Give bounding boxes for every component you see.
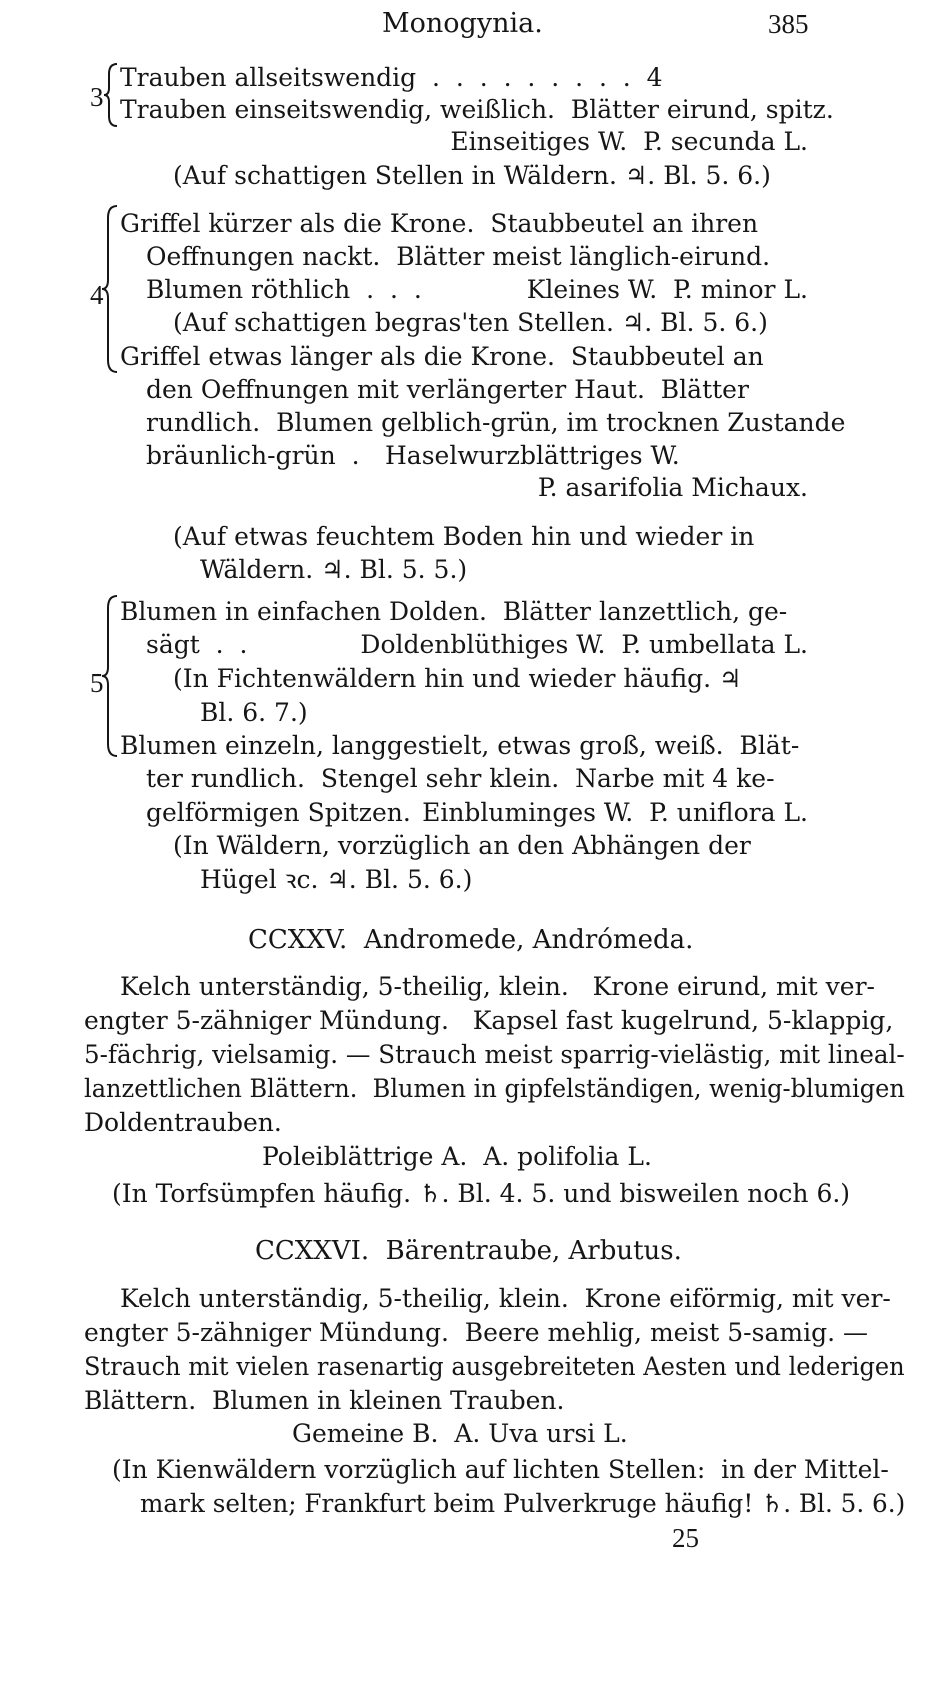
key-4-line-3a: Blumen röthlich . . . — [146, 275, 422, 304]
key-5-line-5: Blumen einzeln, langgestielt, etwas groß, weiß. Blät- — [120, 731, 800, 760]
key-4-habitat-2-cont: Wäldern. ♃. Bl. 5. 5.) — [200, 555, 468, 584]
key-5-species-1: Doldenblüthiges W. P. umbellata L. — [360, 630, 808, 659]
genus-226-habitat-1: (In Kienwäldern vorzüglich auf lichten Stellen: in der Mittel- — [112, 1455, 889, 1484]
key-3-line-2: Trauben einseitswendig, weißlich. Blätter eirund, spitz. — [120, 95, 834, 124]
key-4-line-2: Oeffnungen nackt. Blätter meist länglich-eirund. — [146, 242, 771, 271]
key-5-habitat-1: (In Fichtenwäldern hin und wieder häufig. ♃ — [173, 664, 742, 693]
genus-heading-226: CCXXVI. Bärentraube, Arbutus. — [255, 1236, 682, 1266]
key-number-4: 4 — [90, 280, 104, 310]
key-4-line-6: den Oeffnungen mit verlängerter Haut. Blätter — [146, 375, 749, 404]
key-5-habitat-1-cont: Bl. 6. 7.) — [200, 698, 308, 727]
genus-226-line-4: Blättern. Blumen in kleinen Trauben. — [84, 1386, 565, 1415]
genus-226-line-3: Strauch mit vielen rasenartig ausgebreiteten Aesten und lederigen — [84, 1352, 905, 1381]
genus-225-line-1: Kelch unterständig, 5-theilig, klein. Krone eirund, mit ver- — [120, 972, 875, 1001]
running-head: Monogynia. — [382, 8, 543, 39]
genus-225-habitat: (In Torfsümpfen häufig. ♄. Bl. 4. 5. und bisweilen noch 6.) — [112, 1179, 851, 1208]
key-number-5: 5 — [90, 668, 104, 698]
key-5-line-1: Blumen in einfachen Dolden. Blätter lanzettlich, ge- — [120, 597, 788, 626]
key-5-habitat-2: (In Wäldern, vorzüglich an den Abhängen der — [173, 831, 751, 860]
genus-225-line-2: engter 5-zähniger Mündung. Kapsel fast kugelrund, 5-klappig, — [84, 1006, 894, 1035]
key-4-species-2: Haselwurzblättriges W. — [385, 441, 680, 470]
key-4-habitat-2: (Auf etwas feuchtem Boden hin und wieder in — [173, 522, 755, 551]
genus-225-line-3: 5-fächrig, vielsamig. — Strauch meist sparrig-vielästig, mit lineal- — [84, 1040, 905, 1069]
key-3-habitat: (Auf schattigen Stellen in Wäldern. ♃. Bl. 5. 6.) — [173, 161, 771, 190]
key-5-line-2a: sägt . . — [146, 630, 248, 659]
key-3-line-1: Trauben allseitswendig . . . . . . . . . 4 — [120, 63, 663, 92]
genus-heading-225: CCXXV. Andromede, Andrómeda. — [248, 925, 694, 955]
genus-226-habitat-2: mark selten; Frankfurt beim Pulverkruge häufig! ♄. Bl. 5. 6.) — [140, 1489, 906, 1518]
genus-226-line-1: Kelch unterständig, 5-theilig, klein. Krone eiförmig, mit ver- — [120, 1284, 891, 1313]
genus-225-line-5: Doldentrauben. — [84, 1108, 282, 1137]
key-5-species-2: Einbluminges W. P. uniflora L. — [422, 798, 808, 827]
key-3-species: Einseitiges W. P. secunda L. — [450, 127, 808, 156]
key-4-line-8a: bräunlich-grün . — [146, 441, 360, 470]
key-5-habitat-2-cont: Hügel ꝛc. ♃. Bl. 5. 6.) — [200, 865, 473, 894]
genus-226-species: Gemeine B. A. Uva ursi L. — [292, 1419, 628, 1448]
page-number: 385 — [768, 9, 809, 39]
key-4-line-5: Griffel etwas länger als die Krone. Staubbeutel an — [120, 342, 764, 371]
key-4-habitat-1: (Auf schattigen begras'ten Stellen. ♃. Bl. 5. 6.) — [173, 308, 768, 337]
key-4-species-1: Kleines W. P. minor L. — [526, 275, 808, 304]
brace-key-3 — [103, 62, 119, 128]
key-4-line-1: Griffel kürzer als die Krone. Staubbeutel an ihren — [120, 209, 759, 238]
key-4-species-2-latin: P. asarifolia Michaux. — [537, 473, 808, 502]
genus-226-line-2: engter 5-zähniger Mündung. Beere mehlig, meist 5-samig. — — [84, 1318, 868, 1347]
genus-225-species: Poleiblättrige A. A. polifolia L. — [262, 1142, 652, 1171]
genus-225-line-4: lanzettlichen Blättern. Blumen in gipfelständigen, wenig-blumigen — [84, 1074, 905, 1103]
brace-key-4 — [101, 204, 119, 374]
signature-mark: 25 — [672, 1523, 699, 1553]
key-number-3: 3 — [90, 82, 104, 112]
key-4-line-7: rundlich. Blumen gelblich-grün, im trocknen Zustande — [146, 408, 846, 437]
brace-key-5 — [101, 594, 119, 758]
key-5-line-7a: gelförmigen Spitzen. — [146, 798, 411, 827]
key-5-line-6: ter rundlich. Stengel sehr klein. Narbe mit 4 ke- — [146, 764, 775, 793]
